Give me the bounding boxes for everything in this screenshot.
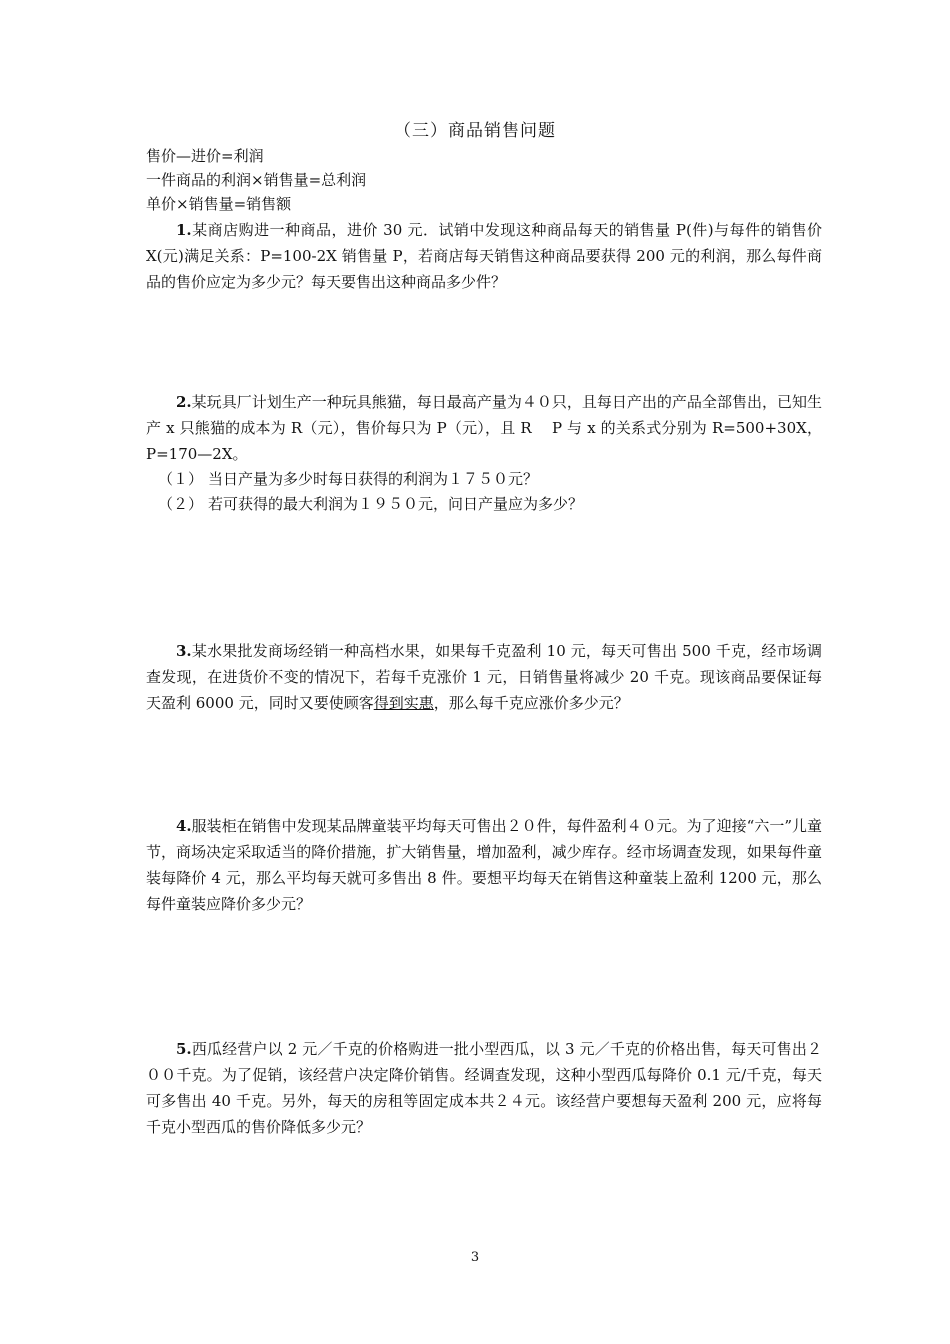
problem-3 [146, 638, 822, 716]
formula-line: 单价×销售量=销售额 [146, 195, 292, 213]
problem-number: 1. [176, 221, 192, 239]
page-number: 3 [470, 1250, 480, 1265]
formula-line: 售价—进价=利润 [146, 147, 264, 165]
problem-1 [146, 217, 822, 295]
problem-5 [146, 1036, 822, 1140]
problem-number: 3. [176, 642, 192, 660]
underlined-phrase: 得到实惠 [373, 694, 434, 712]
problem-4 [146, 813, 822, 917]
sub-question-2 [146, 492, 822, 517]
problem-2 [146, 389, 822, 517]
sub-question-mark: （２） [158, 495, 204, 513]
problem-text: 服装柜在销售中发现某品牌童装平均每天可售出２０件，每件盈利４０元。为了迎接“六一”儿童节，商场决定采取适当的降价措施，扩大销售量，增加盈利，减少库存。经市场调查发现，如果每件童装每降价 4 元，那么平均每天就可多售出 8 件。要想平均每天在销售这种童装上盈利 1200 元，那么每件童装应降价多少元？ [146, 817, 823, 913]
sub-question-text: 若可获得的最大利润为１９５０元，问日产量应为多少？ [208, 495, 584, 513]
problem-text: 某玩具厂计划生产一种玩具熊猫，每日最高产量为４０只，且每日产出的产品全部售出，已知生产 x 只熊猫的成本为 R（元），售价每只为 P（元），且 R P 与 x 的关系式分别为 R=500+30X，P=170—2X。 [146, 393, 822, 463]
problem-text: 某商店购进一种商品，进价 30 元．试销中发现这种商品每天的销售量 P(件)与每件的销售价 X(元)满足关系：P=100-2X 销售量 P，若商店每天销售这种商品要获得 200 元的利润，那么每件商品的售价应定为多少元？每天要售出这种商品多少件？ [146, 221, 822, 291]
problem-text: ，那么每千克应涨价多少元？ [433, 694, 629, 712]
sub-question-1 [146, 467, 822, 492]
sub-question-text: 当日产量为多少时每日获得的利润为１７５０元？ [208, 470, 539, 488]
problem-text: 西瓜经营户以 2 元／千克的价格购进一批小型西瓜，以 3 元／千克的价格出售，每天可售出２００千克。为了促销，该经营户决定降价销售。经调查发现，这种小型西瓜每降价 0.1 元/千克，每天可多售出 40 千克。另外，每天的房租等固定成本共２４元。该经营户要想每天盈利 200 元，应将每千克小型西瓜的售价降低多少元？ [146, 1040, 822, 1136]
formula-line: 一件商品的利润×销售量=总利润 [146, 171, 367, 189]
problem-number: 2. [176, 393, 192, 411]
problem-text: 某水果批发商场经销一种高档水果，如果每千克盈利 10 元，每天可售出 500 千克，经市场调查发现，在进货价不变的情况下，若每千克涨价 1 元，日销售量将减少 20 千克。现该商品要保证每天盈利 6000 元，同时又要使顾客 [146, 642, 822, 712]
sub-question-mark: （１） [158, 470, 204, 488]
problem-number: 5. [176, 1040, 192, 1058]
page-title: （三）商品销售问题 [394, 121, 556, 141]
problem-number: 4. [176, 817, 192, 835]
